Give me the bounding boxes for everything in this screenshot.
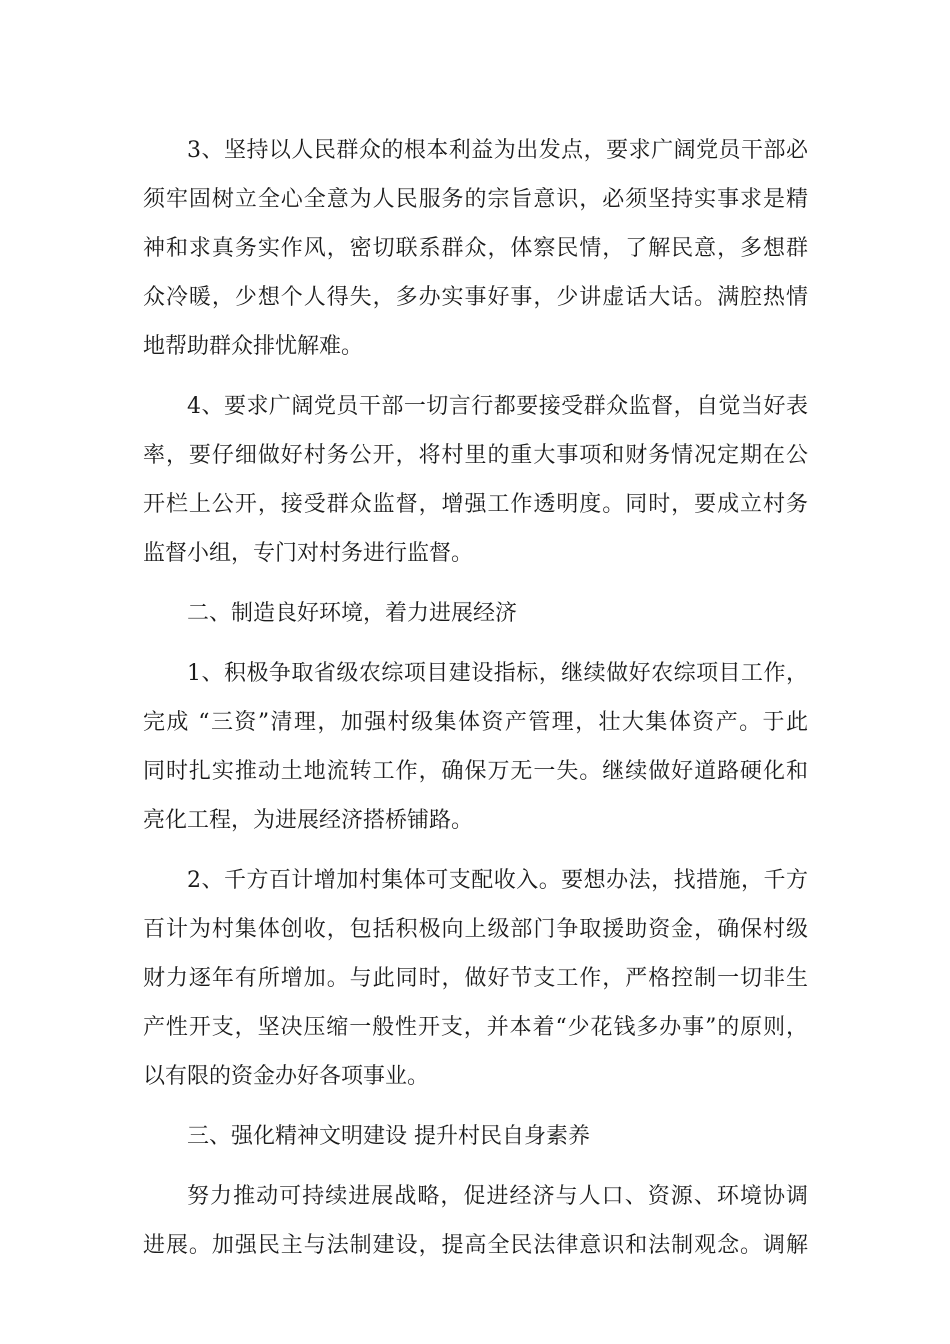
- text-line: 众冷暖，少想个人得失，多办实事好事，少讲虚话大话。满腔热情: [143, 285, 808, 310]
- text-line: 3、坚持以人民群众的根本利益为出发点，要求广阔党员干部必: [187, 138, 808, 163]
- section-heading-line: 三、强化精神文明建设 提升村民自身素养: [187, 1124, 590, 1149]
- text-line: 完成 “三资”清理，加强村级集体资产管理，壮大集体资产。于此: [143, 710, 808, 735]
- text-line: 监督小组，专门对村务进行监督。: [143, 541, 474, 566]
- section-heading-2: [143, 589, 808, 638]
- text-line: 同时扎实推动土地流转工作，确保万无一失。继续做好道路硬化和: [143, 759, 808, 784]
- text-line: 4、要求广阔党员干部一切言行都要接受群众监督，自觉当好表: [187, 394, 808, 419]
- paragraph-4-supervision: [143, 382, 808, 578]
- paragraph-1-agriculture: [143, 649, 808, 845]
- text-line: 产性开支，坚决压缩一般性开支，并本着“少花钱多办事”的原则，: [143, 1015, 808, 1040]
- text-line: 须牢固树立全心全意为人民服务的宗旨意识，必须坚持实事求是精: [143, 187, 808, 212]
- text-line: 进展。加强民主与法制建设，提高全民法律意识和法制观念。调解: [143, 1233, 808, 1258]
- paragraph-sustainable-development: [143, 1172, 808, 1270]
- text-line: 地帮助群众排忧解难。: [143, 334, 364, 359]
- text-line: 努力推动可持续进展战略，促进经济与人口、资源、环境协调: [187, 1184, 808, 1209]
- section-heading-3: [143, 1112, 808, 1161]
- paragraph-2-income: [143, 856, 808, 1101]
- text-line: 率，要仔细做好村务公开，将村里的重大事项和财务情况定期在公: [143, 443, 808, 468]
- document-body: [143, 126, 808, 1270]
- paragraph-3-principle: [143, 126, 808, 371]
- text-line: 1、积极争取省级农综项目建设指标，继续做好农综项目工作，: [187, 661, 808, 686]
- text-line: 亮化工程，为进展经济搭桥铺路。: [143, 808, 474, 833]
- text-line: 2、千方百计增加村集体可支配收入。要想办法，找措施，千方: [187, 868, 808, 893]
- section-heading-line: 二、制造良好环境，着力进展经济: [187, 601, 518, 626]
- text-line: 百计为村集体创收，包括积极向上级部门争取援助资金，确保村级: [143, 917, 808, 942]
- text-line: 神和求真务实作风，密切联系群众，体察民情，了解民意，多想群: [143, 236, 808, 261]
- text-line: 财力逐年有所增加。与此同时，做好节支工作，严格控制一切非生: [143, 966, 808, 991]
- text-line: 开栏上公开，接受群众监督，增强工作透明度。同时，要成立村务: [143, 492, 808, 517]
- text-line: 以有限的资金办好各项事业。: [143, 1064, 430, 1089]
